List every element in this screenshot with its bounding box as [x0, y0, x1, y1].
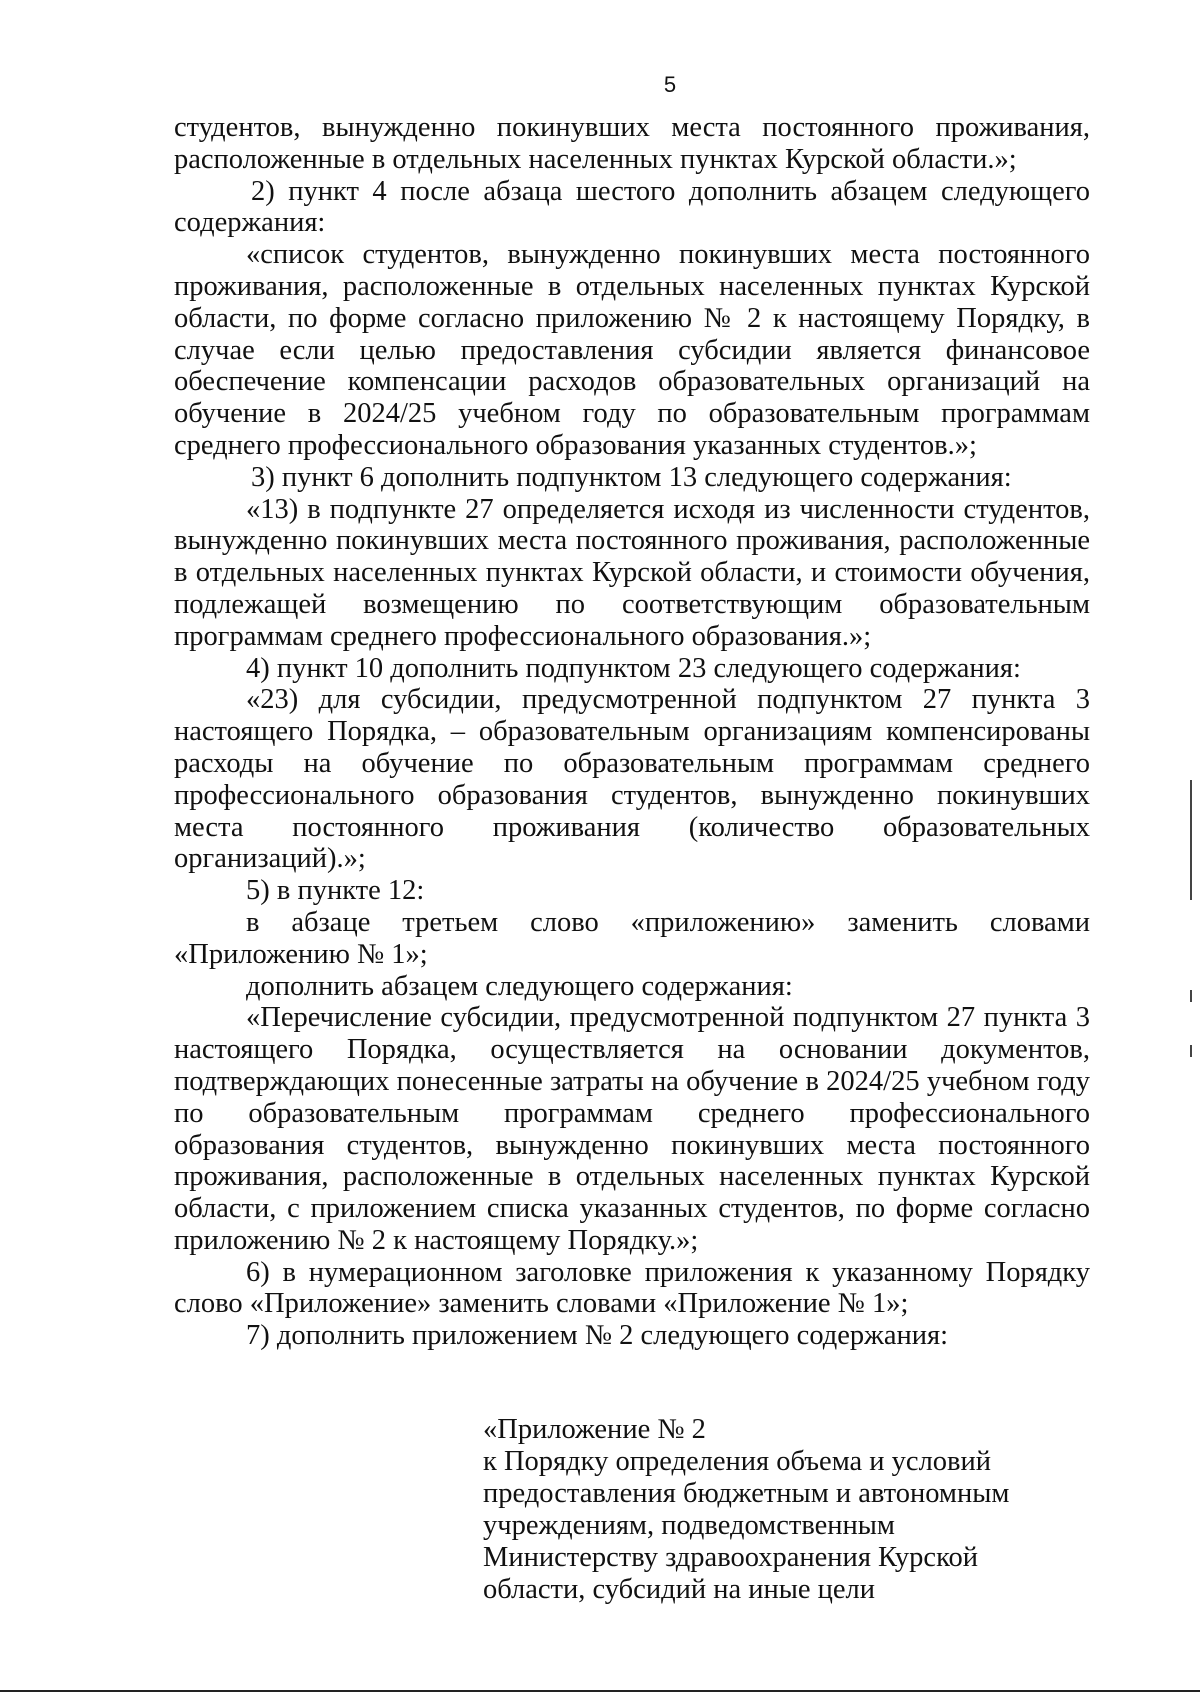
appendix-line: учреждениям, подведомственным	[483, 1510, 895, 1541]
paragraph-quote-transfer: «Перечисление субсидии, предусмотренной подпунктом 27 пункта 3 настоящего Порядка, осуществляется на основании документов, подтверждающих понесенные затраты на обучение в 2024/25 учебном году по образовательным программам среднего профессионального образования студентов, вынужденно покинувших места постоянного проживания, расположенные в отдельных населенных пунктах Курской области, с приложением списка указанных студентов, по форме согласно приложению № 2 к настоящему Порядку.»;	[174, 1002, 1090, 1256]
paragraph-item-5: 5) в пункте 12:	[246, 875, 425, 907]
paragraph-add-paragraph: дополнить абзацем следующего содержания:	[246, 970, 793, 1002]
appendix-line: предоставления бюджетным и автономным	[483, 1478, 1010, 1509]
appendix-header	[483, 1414, 1043, 1606]
document-body	[174, 112, 1090, 1352]
paragraph-quote-subitem-23: «23) для субсидии, предусмотренной подпунктом 27 пункта 3 настоящего Порядка, – образовательным организациям компенсированы расходы на обучение по образовательным программам среднего профессионального образования студентов, вынужденно покинувших места постоянного проживания (количество образовательных организаций).»;	[174, 684, 1090, 875]
paragraph-item-2: 2) пункт 4 после абзаца шестого дополнить абзацем следующего содержания:	[174, 175, 1090, 239]
paragraph-item-7: 7) дополнить приложением № 2 следующего содержания:	[246, 1320, 949, 1352]
appendix-title: «Приложение № 2	[483, 1414, 706, 1445]
paragraph-item-4: 4) пункт 10 дополнить подпунктом 23 следующего содержания:	[246, 652, 1021, 684]
paragraph-quote-subitem-13: «13) в подпункте 27 определяется исходя из численности студентов, вынужденно покинувших места постоянного проживания, расположенные в отдельных населенных пунктах Курской области, и стоимости обучения, подлежащей возмещению по соответствующим образовательным программам среднего профессионального образования.»;	[174, 493, 1090, 652]
page-number: 5	[663, 72, 677, 97]
paragraph-item-3: 3) пункт 6 дополнить подпунктом 13 следующего содержания:	[251, 461, 1012, 493]
appendix-line: области, субсидий на иные цели	[483, 1574, 876, 1605]
appendix-line: к Порядку определения объема и условий	[483, 1446, 992, 1477]
scan-edge-mark	[1190, 780, 1192, 900]
appendix-line: Министерству здравоохранения Курской	[483, 1542, 978, 1573]
scan-edge-mark	[1190, 1045, 1192, 1057]
paragraph-continuation: студентов, вынужденно покинувших места постоянного проживания, расположенные в отдельных населенных пунктах Курской области.»;	[174, 112, 1090, 175]
scan-edge-mark	[1190, 990, 1192, 1002]
paragraph-replace-word: в абзаце третьем слово «приложению» заменить словами «Приложению № 1»;	[174, 906, 1090, 970]
paragraph-item-6: 6) в нумерационном заголовке приложения к указанному Порядку слово «Приложение» заменить словами «Приложение № 1»;	[174, 1256, 1090, 1320]
paragraph-quote-student-list: «список студентов, вынужденно покинувших места постоянного проживания, расположенные в отдельных населенных пунктах Курской области, по форме согласно приложению № 2 к настоящему Порядку, в случае если целью предоставления субсидии является финансовое обеспечение компенсации расходов образовательных организаций на обучение в 2024/25 учебном году по образовательным программам среднего профессионального образования указанных студентов.»;	[174, 239, 1090, 461]
scan-bottom-rule	[0, 1690, 1200, 1692]
